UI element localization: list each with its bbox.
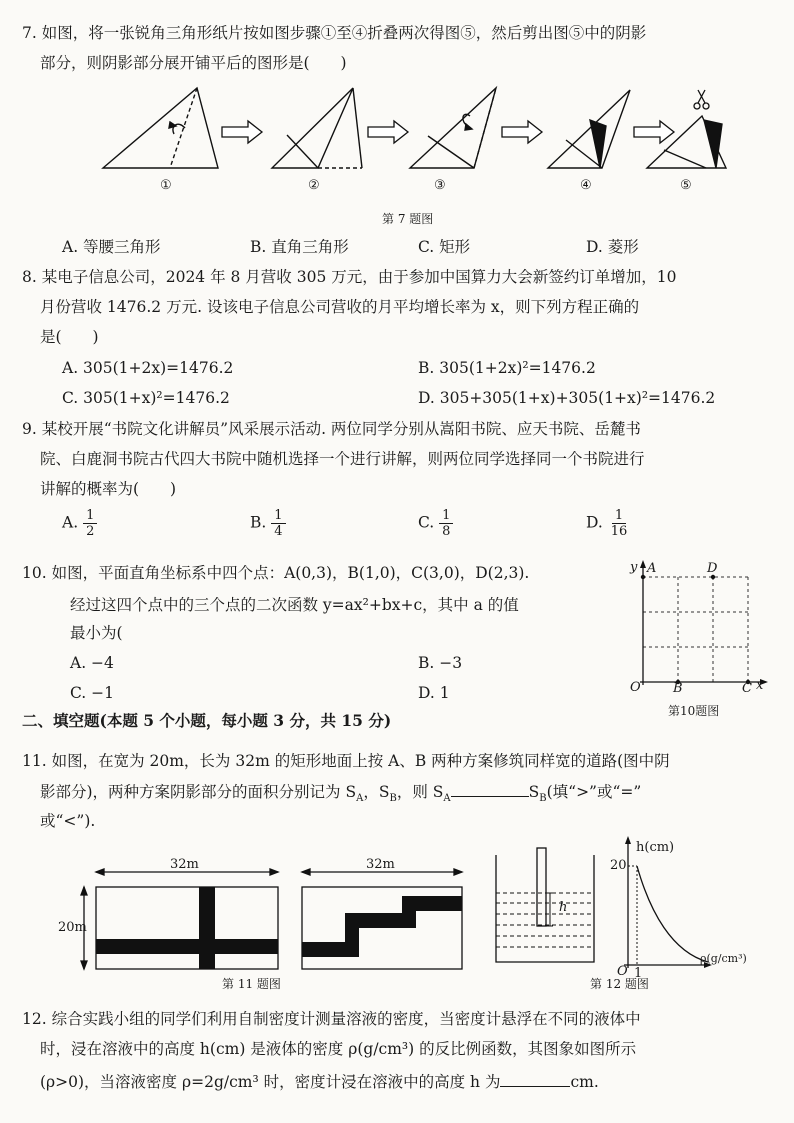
q10-point-c-label: C: [742, 681, 752, 696]
q10-option-d: D. 1: [418, 684, 450, 702]
q8-line1: 8. 某电子信息公司，2024 年 8 月营收 305 万元，由于参加中国算力大会新签约订单增加，10: [22, 268, 677, 286]
q7-line2: 部分，则阴影部分展开铺平后的图形是( ): [40, 54, 347, 72]
q12-line3: (ρ>0)，当溶液密度 ρ=2g/cm³ 时，密度计浸在溶液中的高度 h 为 cm.: [40, 1070, 599, 1093]
q11-line3: 或“<”).: [40, 812, 96, 830]
q11-length-label-b: 32m: [366, 857, 395, 872]
q10-option-c: C. −1: [70, 684, 115, 702]
q11-line2: 影部分)，两种方案阴影部分的面积分别记为 $S_A$，$S_B$，则 $S_A$ $S_B$(填“>”或“=”: [40, 780, 641, 810]
q8-option-c: C. 305(1+x)²=1476.2: [62, 389, 230, 407]
q12-caption: 第 12 题图: [590, 977, 649, 991]
step-label-3: ③: [434, 178, 446, 193]
q9-option-c: C. $\frac{1}{8}$: [418, 508, 453, 539]
q8-option-d: D. 305+305(1+x)+305(1+x)²=1476.2: [418, 389, 716, 407]
q12-h-label: h: [559, 900, 568, 915]
q12-answer-blank: [500, 1070, 570, 1087]
q11-caption: 第 11 题图: [222, 977, 281, 991]
q7-option-a: A. 等腰三角形: [62, 238, 161, 256]
q12-y-axis-label: h(cm): [636, 840, 675, 855]
q10-option-b: B. −3: [418, 654, 463, 672]
q10-y-axis-label: y: [630, 560, 638, 575]
q11-width-label-a: 20m: [58, 920, 87, 935]
q12-origin-label: O: [617, 964, 628, 979]
q10-origin-label: O: [630, 680, 641, 695]
q9-line2: 院、白鹿洞书院古代四大书院中随机选择一个进行讲解，则两位同学选择同一个书院进行: [40, 450, 645, 468]
q7-caption: 第 7 题图: [382, 212, 434, 226]
q10-point-b-label: B: [673, 681, 683, 696]
q10-line3: 最小为(: [70, 624, 123, 642]
q9-option-b: B. $\frac{1}{4}$: [250, 508, 286, 539]
q10-x-axis-label: x: [756, 678, 764, 693]
q10-line2: 经过这四个点中的三个点的二次函数 y=ax²+bx+c，其中 a 的值: [70, 596, 519, 614]
step-label-1: ①: [160, 178, 172, 193]
q9-line1: 9. 某校开展“书院文化讲解员”风采展示活动. 两位同学分别从嵩阳书院、应天书院、岳麓书: [22, 420, 641, 438]
q10-point-a-label: A: [647, 561, 657, 576]
step-label-5: ⑤: [680, 178, 692, 193]
q10-caption: 第10题图: [668, 704, 720, 718]
q8-option-b: B. 305(1+2x)²=1476.2: [418, 359, 596, 377]
q7-option-c: C. 矩形: [418, 238, 471, 256]
section-2-heading: 二、填空题(本题 5 个小题，每小题 3 分，共 15 分): [22, 711, 392, 730]
q8-line3: 是( ): [40, 328, 99, 346]
q10-point-d-label: D: [707, 561, 718, 576]
q9-option-d: D. $\frac{1}{16}$: [586, 508, 628, 539]
step-label-4: ④: [580, 178, 592, 193]
q7-option-d: D. 菱形: [586, 238, 639, 256]
q10-line1: 10. 如图，平面直角坐标系中四个点：A(0,3)，B(1,0)，C(3,0)，D(2,3).: [22, 564, 530, 582]
q10-option-a: A. −4: [70, 654, 114, 672]
q8-option-a: A. 305(1+2x)=1476.2: [62, 359, 234, 377]
q12-line2: 时，浸在溶液中的高度 h(cm) 是液体的密度 ρ(g/cm³) 的反比例函数，其图象如图所示: [40, 1040, 637, 1058]
q11-length-label-a: 32m: [170, 857, 199, 872]
q7-option-b: B. 直角三角形: [250, 238, 349, 256]
q12-line1: 12. 综合实践小组的同学们利用自制密度计测量溶液的密度，当密度计悬浮在不同的液体中: [22, 1010, 641, 1028]
q11-line1: 11. 如图，在宽为 20m，长为 32m 的矩形地面上按 A、B 两种方案修筑同样宽的道路(图中阴: [22, 752, 670, 770]
q8-line2: 月份营收 1476.2 万元. 设该电子信息公司营收的月平均增长率为 x，则下列方程正确的: [40, 298, 640, 316]
q12-y-tick: 20: [610, 858, 627, 873]
q9-line3: 讲解的概率为( ): [40, 480, 177, 498]
step-label-2: ②: [308, 178, 320, 193]
q7-line1: 7. 如图，将一张锐角三角形纸片按如图步骤①至④折叠两次得图⑤，然后剪出图⑤中的阴影: [22, 24, 647, 42]
q12-x-tick: 1: [634, 966, 643, 981]
q12-x-axis-label: ρ(g/cm³): [700, 952, 747, 965]
q9-option-a: A. $\frac{1}{2}$: [62, 508, 97, 539]
